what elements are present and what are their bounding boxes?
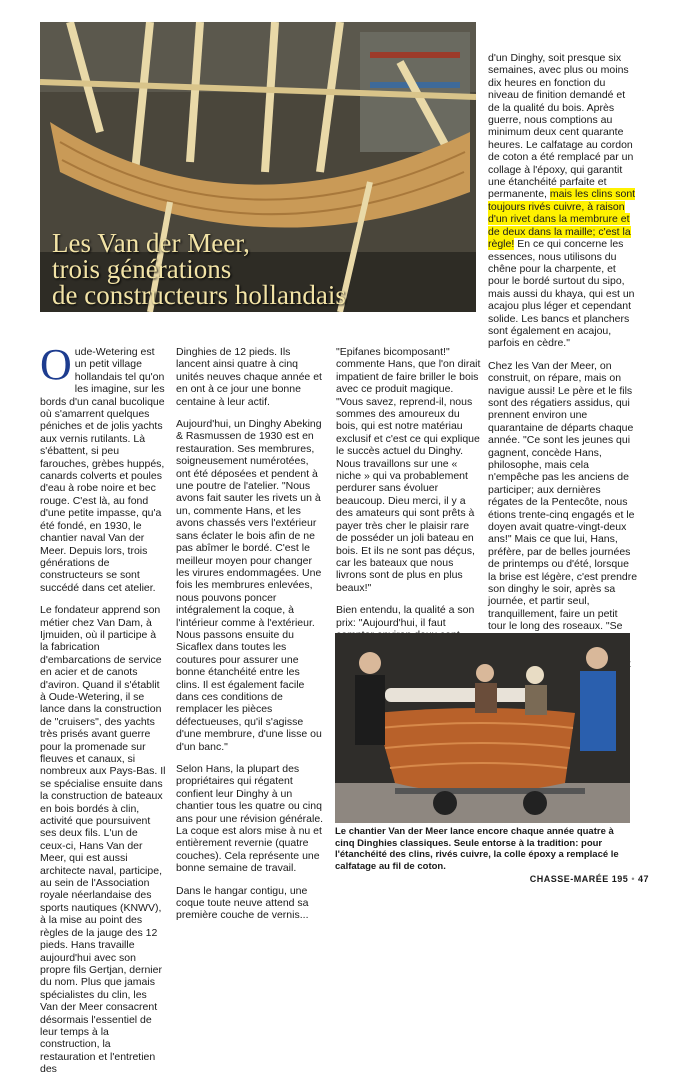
paragraph: Bien entendu, la qualité a son prix: "Aujourd'hui, il faut <box>336 604 475 629</box>
paragraph: Selon Hans, la plupart des propriétaires qui régatent confient leur Dinghy à un chantier tous les quatre ou cinq ans pour une révision générale. La coque est alors mise à nu et entièrement revernie (quatre couches). Cela représente une bonne semaine de travail. <box>176 763 324 875</box>
paragraph <box>40 340 166 594</box>
paragraph-text: En ce qui concerne les essences, nous utilisons du chêne pour la charpente, et pour le bordé surtout du sipo, mais aussi du khaya, qui est un acajou plus léger et cependant solide. Les bancs et planchers sont également en acajou, parfois en cèdre." <box>488 238 635 350</box>
paragraph: Aujourd'hui, un Dinghy Abeking & Rasmussen de 1930 est en restauration. Ses membrures, soigneusement numérotées, ont été déposées et pendent à une poutre de l'atelier. "Nous avons fait sauter les rivets un à un, commente Hans, et les avons chassés vers l'extérieur sans éclater le bois afin de ne pas abîmer le bordé. C'est le meilleur moyen pour changer les virures endommagées. Une fois les membrures enlevées, nous pouvons poncer intégralement la coque, à l'intérieur comme à l'extérieur. Nous passons ensuite du Sicaflex dans toutes les coutures pour assurer une bonne étanchéité entre les clins. Il est également facile dans ces conditions de remplacer les pièces défectueuses, qu'il s'agisse d'une membrure, d'une lisse ou d'un banc." <box>176 418 322 753</box>
page-number: 47 <box>637 874 649 884</box>
magazine-name: CHASSE-MARÉE <box>529 874 609 884</box>
paragraph: Le fondateur apprend son métier chez Van Dam, à Ijmuiden, où il participe à la fabrication d'embarcations de service en acier et de canots d'aviron. Quand il s'établit à Oude-Wetering, il se lance dans la construction de "cruisers", des yachts très prisés avant guerre pour la promenade sur fleuves et canaux, si nombreux aux Pays-Bas. Il se spécialise ensuite dans la construction de bateaux en bois bordés à clin, activité que poursuivent ses deux fils. L'un de ceux-ci, Hans Van der Meer, qui est aussi architecte naval, participe, au sein de l'Association royale néerlandaise des sports nautiques (KNWV), à la mise au point des règles de la jauge des 12 pieds. Hans travaille aujourd'hui avec son propre fils Gertjan, dernier du nom. Plus que jamais spécialistes du clin, les Van der Meer consacrent désormais l'essentiel de leur temps à la construction, la restauration et l'entretien des <box>40 604 166 1076</box>
footer-separator: • <box>631 874 635 884</box>
paragraph-text: d'un Dinghy, soit presque six semaines, avec plus ou moins dix heures en fonction du niveau de finition demandé et de la qualité du bois. Après guerre, nous comptions au minimum deux cent quarante heures. Le calfatage au cordon de coton a été remplacé par un collage à l'époxy, qui garantit une étanchéité parfaite et permanente, <box>488 52 634 201</box>
paragraph-text: ude-Wetering est un petit village hollandais tel qu'on les imagine, sur les bords d'un canal bucolique où s'amarrent quelques péniches et de jolis yachts aux vernis rutilants. Là s'ébattent, si peu farouches, grèbes huppés, canards colverts et poules d'eau à robe noire et bec rouge. C'est là, au fond d'une petite impasse, qu'a été fondé, en 1930, le chantier naval Van der Meer. Depuis lors, trois générations de constructeurs se sont succédé dans cet atelier. <box>40 346 165 594</box>
drop-cap: O <box>40 340 72 389</box>
highlighted-quote: mais les clins sont toujours rivés cuivre, à raison d'un rivet dans la membrure et de deux dans la maille; c'est la règle! <box>488 188 636 251</box>
article-column-1 <box>40 340 166 1086</box>
article-column-4 <box>488 52 638 692</box>
article-column-3 <box>336 346 481 676</box>
paragraph: "Epifanes bicomposant!" commente Hans, que l'on dirait impatient de faire briller le bois avec ce produit magique. "Vous savez, reprend-il, nous sommes des amoureux du bois, qui est notre matériau exclusif et c'est ce qui explique le succès actuel du Dinghy. Nous travaillons sur une « niche » qui va probablement perdurer sans évoluer beaucoup. Dieu merci, il y a des amateurs qui sont prêts à payer très cher le plaisir rare de posséder un joli bateau en bois. Et ils ne sont pas déçus, car les bateaux que nous livrons sont de plus en plus beaux!" <box>336 346 481 594</box>
issue-number: 195 <box>611 874 629 884</box>
paragraph: Dinghies de 12 pieds. Ils lancent ainsi quatre à cinq unités neuves chaque année et en ont à ce jour une bonne centaine à leur actif. <box>176 346 322 408</box>
paragraph <box>488 52 638 350</box>
article-column-2 <box>176 346 324 932</box>
photo-caption: Le chantier Van der Meer lance encore chaque année quatre à cinq Dinghies classiques. Seule entorse à la tradition: pour l'étanchéité des clins, rivés cuivre, la colle époxy a remplacé le calfatage au fil de coton. <box>335 826 619 872</box>
paragraph-text: Chez les Van der Meer, on construit, on répare, mais on navigue aussi! Le père et le fils sont des régatiers assidus, qui prennent environ une quarantaine de départs chaque année. "Ce sont les jeunes qui gagnent, concède Hans, philosophe, mais cela n'empêche pas les anciens de participer; aux dernières régates de la Pentecôte, nous étions trente-cinq engagés et le doyen avait quatre-vingt-deux ans!" Mais ce que lui, Hans, préfère, par de belles journées de printemps ou d'été, lorsque la brise est légère, c'est prendre son dinghy le soir, après sa journée, et partir seul, tranquillement, faire un petit tour le long des roseaux. "Se <box>488 359 638 633</box>
page-footer <box>530 874 649 884</box>
dinghy-team-photo <box>335 633 630 823</box>
article-title: Les Van der Meer, trois générations de constructeurs hollandais <box>52 228 346 310</box>
paragraph: Dans le hangar contigu, une coque toute neuve attend sa première couche de vernis... <box>176 884 309 922</box>
